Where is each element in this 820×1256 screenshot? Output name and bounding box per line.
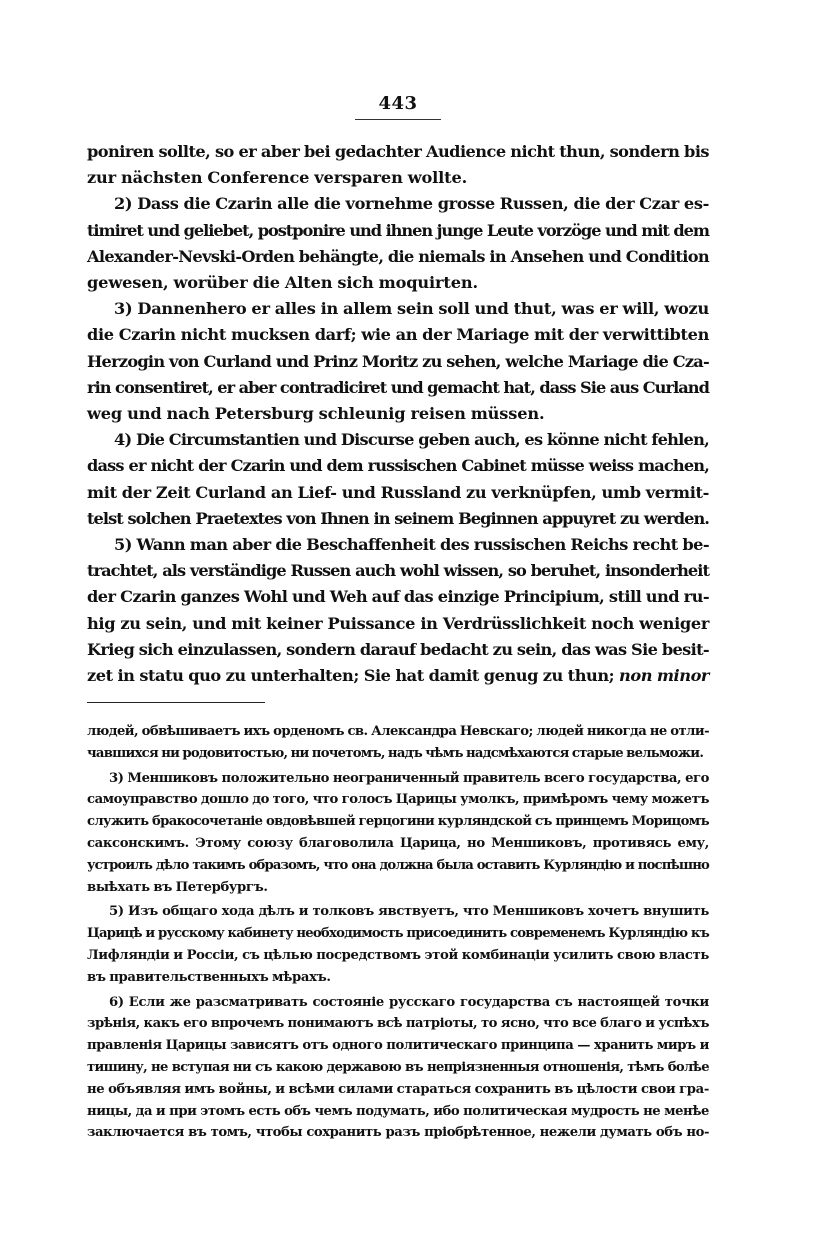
main-text-line <box>87 270 709 296</box>
main-text-line <box>87 296 709 322</box>
footnote-line: 5) Изъ общаго хода дѣлъ и толковъ явствуетъ, что Меншиковъ хочетъ внушить <box>109 904 709 920</box>
main-text-line <box>87 532 709 558</box>
main-text-line-content: timiret und geliebet, postponire und ihnen junge Leute vorzöge und mit dem <box>87 220 709 240</box>
main-text-line <box>87 584 709 610</box>
footnote-line: Царицѣ и русскому кабинету необходимость присоединить современемъ Курляндію къ <box>87 926 709 942</box>
page-number: 443 <box>378 93 418 114</box>
main-text-line <box>87 453 709 479</box>
main-text-line-content: 2) Dass die Czarin alle die vornehme grosse Russen, die der Czar es- <box>114 194 709 214</box>
main-text-line-content: poniren sollte, so er aber bei gedachter Audience nicht thun, sondern bis <box>87 142 709 161</box>
main-text-line <box>87 165 709 191</box>
footnote-line: самоуправство дошло до того, что голосъ Царицы умолкъ, примѣромъ чему можетъ <box>87 792 709 808</box>
main-text-line <box>87 244 709 270</box>
footnote-line: тишину, не вступая ни съ какою державою въ непріязненныя отношенія, тѣмъ болѣе <box>87 1059 709 1075</box>
main-text-line <box>87 611 709 637</box>
main-text-line-content: telst solchen Praetextes von Ihnen in seinem Beginnen appuyret zu werden. <box>87 508 709 528</box>
main-text-line <box>87 663 709 689</box>
main-text-line-content: rin consentiret, er aber contradiciret und gemacht hat, dass Sie aus Curland <box>87 377 709 397</box>
footnote-line: зрѣнія, какъ его впрочемъ понимаютъ всѣ патріоты, то ясно, что все благо и успѣхъ <box>87 1016 709 1032</box>
main-text-line <box>87 375 709 401</box>
main-text-line <box>87 322 709 348</box>
footnote-separator-rule <box>87 702 265 703</box>
main-text-italic-phrase: non minor <box>619 666 709 686</box>
footnote-line: въ правительственныхъ мѣрахъ. <box>87 969 331 985</box>
main-text-line-content: Herzogin von Curland und Prinz Moritz zu sehen, welche Mariage die Cza- <box>87 351 709 371</box>
footnote-line: заключается въ томъ, чтобы сохранить разъ пріобрѣтенное, нежели думать объ но- <box>87 1125 709 1141</box>
footnote-line: Лифляндіи и Россіи, съ цѣлью посредствомъ этой комбинаціи усилить свою власть <box>87 947 709 963</box>
main-text-line <box>87 558 709 584</box>
main-text-line-content: 4) Die Circumstantien und Discurse geben auch, es könne nicht fehlen, <box>114 430 709 450</box>
main-text-line-content: gewesen, worüber die Alten sich moquirten. <box>87 273 479 293</box>
main-text-line-content: Alexander-Nevski-Orden behängte, die niemals in Ansehen und Condition <box>87 246 709 266</box>
main-text-line <box>87 191 709 217</box>
main-text-line-content: trachtet, als verständige Russen auch wohl wissen, so beruhet, insonderheit <box>87 561 709 581</box>
footnote-line: ницы, да и при этомъ есть объ чемъ подумать, ибо политическая мудрость не менѣе <box>87 1103 709 1119</box>
footnote-line: 6) Если же разсматривать состояніе русскаго государства съ настоящей точки <box>109 994 709 1010</box>
main-text-line <box>87 427 709 453</box>
main-text-line-content: zet in statu quo zu unterhalten; Sie hat damit genug zu thun; <box>87 666 615 686</box>
footnote-line: 3) Меншиковъ положительно неограниченный правитель всего государства, его <box>109 770 709 786</box>
main-text-line-content: zur nächsten Conference versparen wollte. <box>87 168 468 188</box>
main-text-body <box>87 139 709 689</box>
main-text-line-content: 5) Wann man aber die Beschaffenheit des russischen Reichs recht be- <box>114 535 709 555</box>
footnote-line: саксонскимъ. Этому союзу благоволила Царица, но Меншиковъ, противясь ему, <box>87 835 709 851</box>
main-text-line-content: dass er nicht der Czarin und dem russischen Cabinet müsse weiss machen, <box>87 456 709 476</box>
footnote-line: выѣхать въ Петербургъ. <box>87 879 268 895</box>
main-text-line <box>87 218 709 244</box>
footnote-line: чавшихся ни родовитостью, ни почетомъ, надъ чѣмъ надсмѣхаются старые вельможи. <box>87 745 704 761</box>
main-text-line-content: 3) Dannenhero er alles in allem sein soll und thut, was er will, wozu <box>114 299 709 319</box>
main-text-line <box>87 349 709 375</box>
page-number-rule <box>355 119 441 120</box>
main-text-line-content: hig zu sein, und mit keiner Puissance in Verdrüsslichkeit noch weniger <box>87 613 709 633</box>
footnote-line: людей, обвѣшиваетъ ихъ орденомъ св. Александра Невскаго; людей никогда не отли- <box>87 724 709 739</box>
main-text-line-content: der Czarin ganzes Wohl und Weh auf das einzige Principium, still und ru- <box>87 587 709 607</box>
footnotes-body <box>87 721 709 1144</box>
main-text-line <box>87 139 709 165</box>
footnote-line: правленія Царицы зависятъ отъ одного политическаго принципа — хранить миръ и <box>87 1038 709 1054</box>
main-text-line <box>87 480 709 506</box>
footnote-line: не объявляя имъ войны, и всѣми силами стараться сохранить въ цѣлости свои гра- <box>87 1081 709 1097</box>
main-text-line <box>87 506 709 532</box>
footnote-line: служить бракосочетаніе овдовѣвшей герцогини курляндской съ принцемъ Морицомъ <box>87 814 709 830</box>
main-text-line-content: mit der Zeit Curland an Lief- und Russland zu verknüpfen, umb vermit- <box>87 482 709 502</box>
footnote-line: устроилъ дѣло такимъ образомъ, что она должна была оставить Курляндію и поспѣшно <box>87 857 709 873</box>
main-text-line-content: die Czarin nicht mucksen darf; wie an der Mariage mit der verwittibten <box>87 325 709 345</box>
main-text-line <box>87 401 709 427</box>
main-text-line-content: weg und nach Petersburg schleunig reisen müssen. <box>87 404 545 424</box>
main-text-line <box>87 637 709 663</box>
main-text-line-content: Krieg sich einzulassen, sondern darauf bedacht zu sein, das was Sie besit- <box>87 639 709 659</box>
